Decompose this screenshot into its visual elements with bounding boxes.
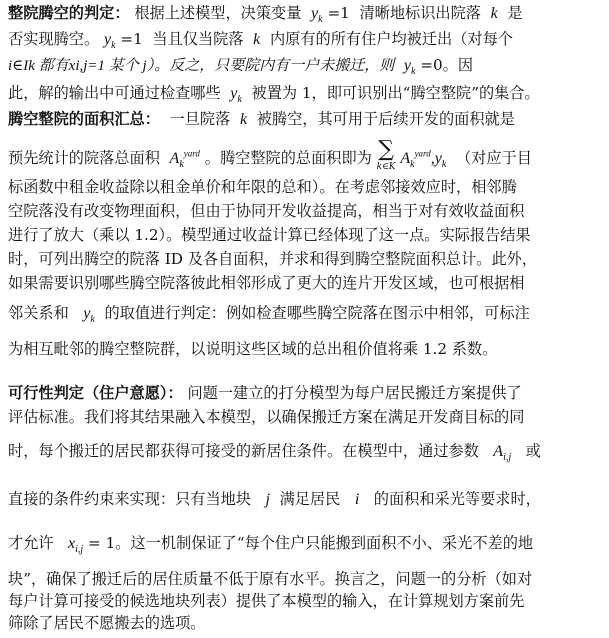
p3-text: 的面积和采光等要求时， (373, 490, 541, 508)
p3-line-5 (8, 532, 603, 561)
p3-line-7: 每户计算可接受的候选地块列表）提供了本模型的输入，在计算规划方案前先 (8, 592, 525, 610)
var-A-ij: $A_{i,j}$ (493, 443, 512, 464)
p3-line-6: 块”，确保了搬迁后的居住质量不低于原有水平。换言之，问题一的分析（如对 (8, 570, 533, 588)
p2-heading: 腾空整院的面积汇总： (8, 110, 160, 128)
p1-text: 根据上述模型，决策变量 (134, 4, 302, 22)
p3-text: = 1。这一机制保证了“每个住户只能搬到面积不小、采光不差的地 (88, 534, 534, 552)
p1-text: 此，解的输出中可通过检查哪些 (8, 84, 221, 102)
eq-one: =1 (120, 30, 143, 48)
p2-line-6: 时，可列出腾空的院落 ID 及各自面积，并求和得到腾空整院面积总计。此外， (8, 250, 538, 268)
var-k: k (253, 31, 261, 48)
p2-text: 。腾空整院的总面积即为 (204, 149, 372, 167)
p1-text: 是 (507, 4, 523, 22)
var-j: j (265, 491, 270, 508)
p1-line-3 (8, 54, 603, 83)
p2-text: 被腾空，其可用于后续开发的面积就是 (256, 110, 515, 128)
p2-text: （对应于目 (455, 149, 532, 167)
p2-line-4: 空院落没有改变物理面积，但由于协同开发收益提高，相当于对有效收益面积 (8, 202, 525, 220)
p2-line-7: 如果需要识别哪些腾空院落彼此相邻形成了更大的连片开发区域，也可根据相 (8, 274, 525, 292)
p1-heading: 整院腾空的判定： (8, 4, 130, 22)
var-k: k (239, 111, 248, 128)
p3-heading: 可行性判定（住户意愿）： (8, 384, 183, 402)
p2-line-5: 进行了放大（乘以 1.2）。模型通过收益计算已经体现了这一点。实际报告结果 (8, 226, 531, 244)
p2-line-3: 标函数中租金收益除以租金单价和年限的总和）。在考虑邻接效应时，相邻腾 (8, 178, 517, 196)
var-x-ij: $x_{i,j}$ (68, 535, 84, 556)
p3-line-1 (8, 382, 603, 404)
var-k: k (490, 5, 498, 22)
p2-text: 预先统计的院落总面积 (8, 149, 160, 167)
summation-symbol: ∑ k∈K (376, 137, 396, 172)
p3-line-3 (8, 440, 603, 469)
eq-zero: =0。因 (420, 56, 474, 74)
p3-text: 满足居民 (279, 490, 341, 508)
p2-line-9: 为相互毗邻的腾空整院群，以说明这些区域的总出租价值将乘 1.2 系数。 (8, 340, 498, 358)
p3-text: 或 (525, 442, 541, 460)
p1-text: 清晰地标识出院落 (359, 4, 481, 22)
p1-text: i∈Ik 都有xi,j=1 某个 j）。反之，只要院内有一户未搬迁，则 (8, 58, 395, 74)
p1-text: 否实现腾空。 (8, 30, 100, 48)
p2-line-8 (8, 302, 603, 331)
p3-text: 问题一建立的打分模型为每户居民搬迁方案提供了 (187, 384, 522, 402)
p2-text: 邻关系和 (8, 304, 69, 322)
p2-text: 的取值进行判定：例如检查哪些腾空院落在图示中相邻，可标注 (104, 304, 530, 322)
var-i: i (354, 491, 360, 508)
p1-line-4 (8, 82, 603, 111)
p3-text: 才允许 (8, 534, 54, 552)
p2-text: 一旦院落 (169, 110, 231, 128)
var-y: $y_k$ (83, 305, 95, 326)
p1-line-1 (8, 2, 603, 31)
p1-line-2 (8, 28, 603, 57)
p1-text: 内原有的所有住户均被迁出（对每个 (269, 30, 513, 48)
var-y: $y_k$ (403, 57, 416, 78)
eq-one: =1 (327, 4, 350, 22)
p1-text: 当且仅当院落 (152, 30, 244, 48)
var-y: $y_k$ (230, 85, 242, 106)
p3-line-4 (8, 488, 603, 511)
p3-text: 直接的条件约束来实现：只有当地块 (8, 490, 251, 508)
var-A-yard: $A_k^{yard}$ (169, 148, 200, 171)
var-y: $y_k$ (103, 31, 116, 52)
p3-line-8: 筛除了居民不愿搬去的选项。 (8, 614, 206, 632)
p3-text: 时，每个搬迁的居民都获得可接受的新居住条件。在模型中，通过参数 (8, 442, 479, 460)
var-y: $y_k$ (311, 5, 323, 26)
p3-line-2: 评估标准。我们将其结果融入本模型，以确保搬迁方案在满足开发商目标的同 (8, 408, 525, 426)
p2-line-1 (8, 108, 603, 131)
var-A-yard: $A_k^{yard}$ (400, 148, 431, 171)
var-y: $y_k$ (434, 150, 447, 171)
p2-line-2: 预先统计的院落总面积 $A_k^{yard}$ 。腾空整院的总面积即为 ∑ k∈K $A_k^{yard},y_k$ （对应于目 (8, 137, 532, 172)
p1-text: 被置为 1，即可识别出“腾空整院”的集合。 (251, 84, 540, 102)
